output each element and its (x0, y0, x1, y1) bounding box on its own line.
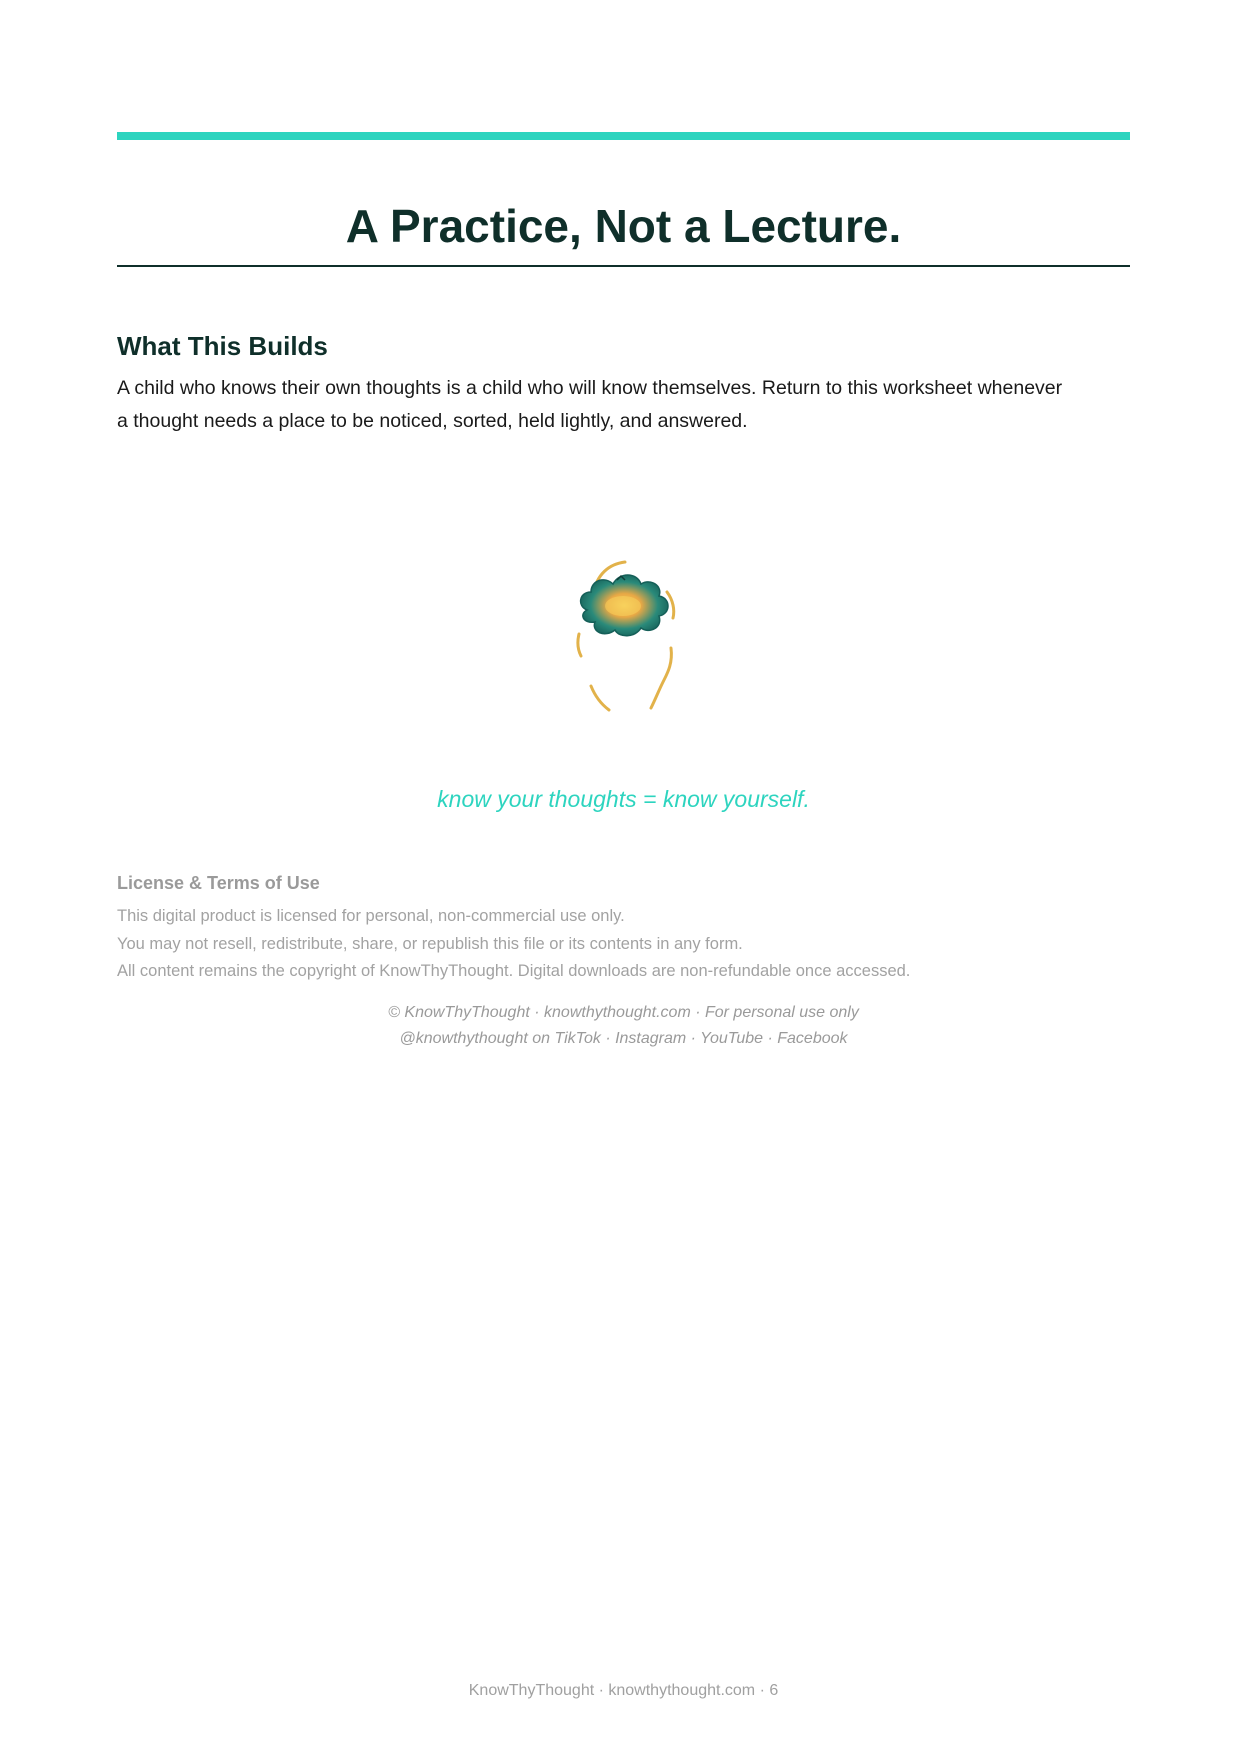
license-heading: License & Terms of Use (117, 873, 320, 893)
head-outline-arc (651, 648, 671, 708)
license-terms (117, 903, 910, 986)
head-with-glowing-thought-cloud-icon (563, 556, 687, 722)
page-title: A Practice, Not a Lecture. (345, 200, 902, 252)
social-line: @knowthythought on TikTok · Instagram · YouTube · Facebook (399, 1030, 848, 1047)
thought-cloud (581, 575, 668, 636)
section-body: A child who knows their own thoughts is a child who will know themselves. Return to this worksheet whenever a thought needs a place to be noticed, sorted, held lightly, and answered. (117, 377, 1063, 432)
title-divider (117, 265, 1130, 267)
accent-bar (117, 132, 1130, 140)
license-line: You may not resell, redistribute, share, or republish this file or its contents in any form. (117, 934, 743, 953)
license-line: All content remains the copyright of KnowThyThought. Digital downloads are non-refundable once accessed. (117, 962, 911, 980)
tagline: know your thoughts = know yourself. (437, 786, 810, 812)
head-outline-arc (591, 686, 609, 710)
copyright-line: © KnowThyThought · knowthythought.com · For personal use only (388, 1004, 859, 1021)
credits (117, 1000, 1130, 1052)
section-heading: What This Builds (117, 331, 328, 361)
license-line: This digital product is licensed for personal, non-commercial use only. (117, 907, 625, 925)
head-outline-arc (578, 634, 581, 656)
page-footer: KnowThyThought · knowthythought.com · 6 (468, 1682, 779, 1699)
